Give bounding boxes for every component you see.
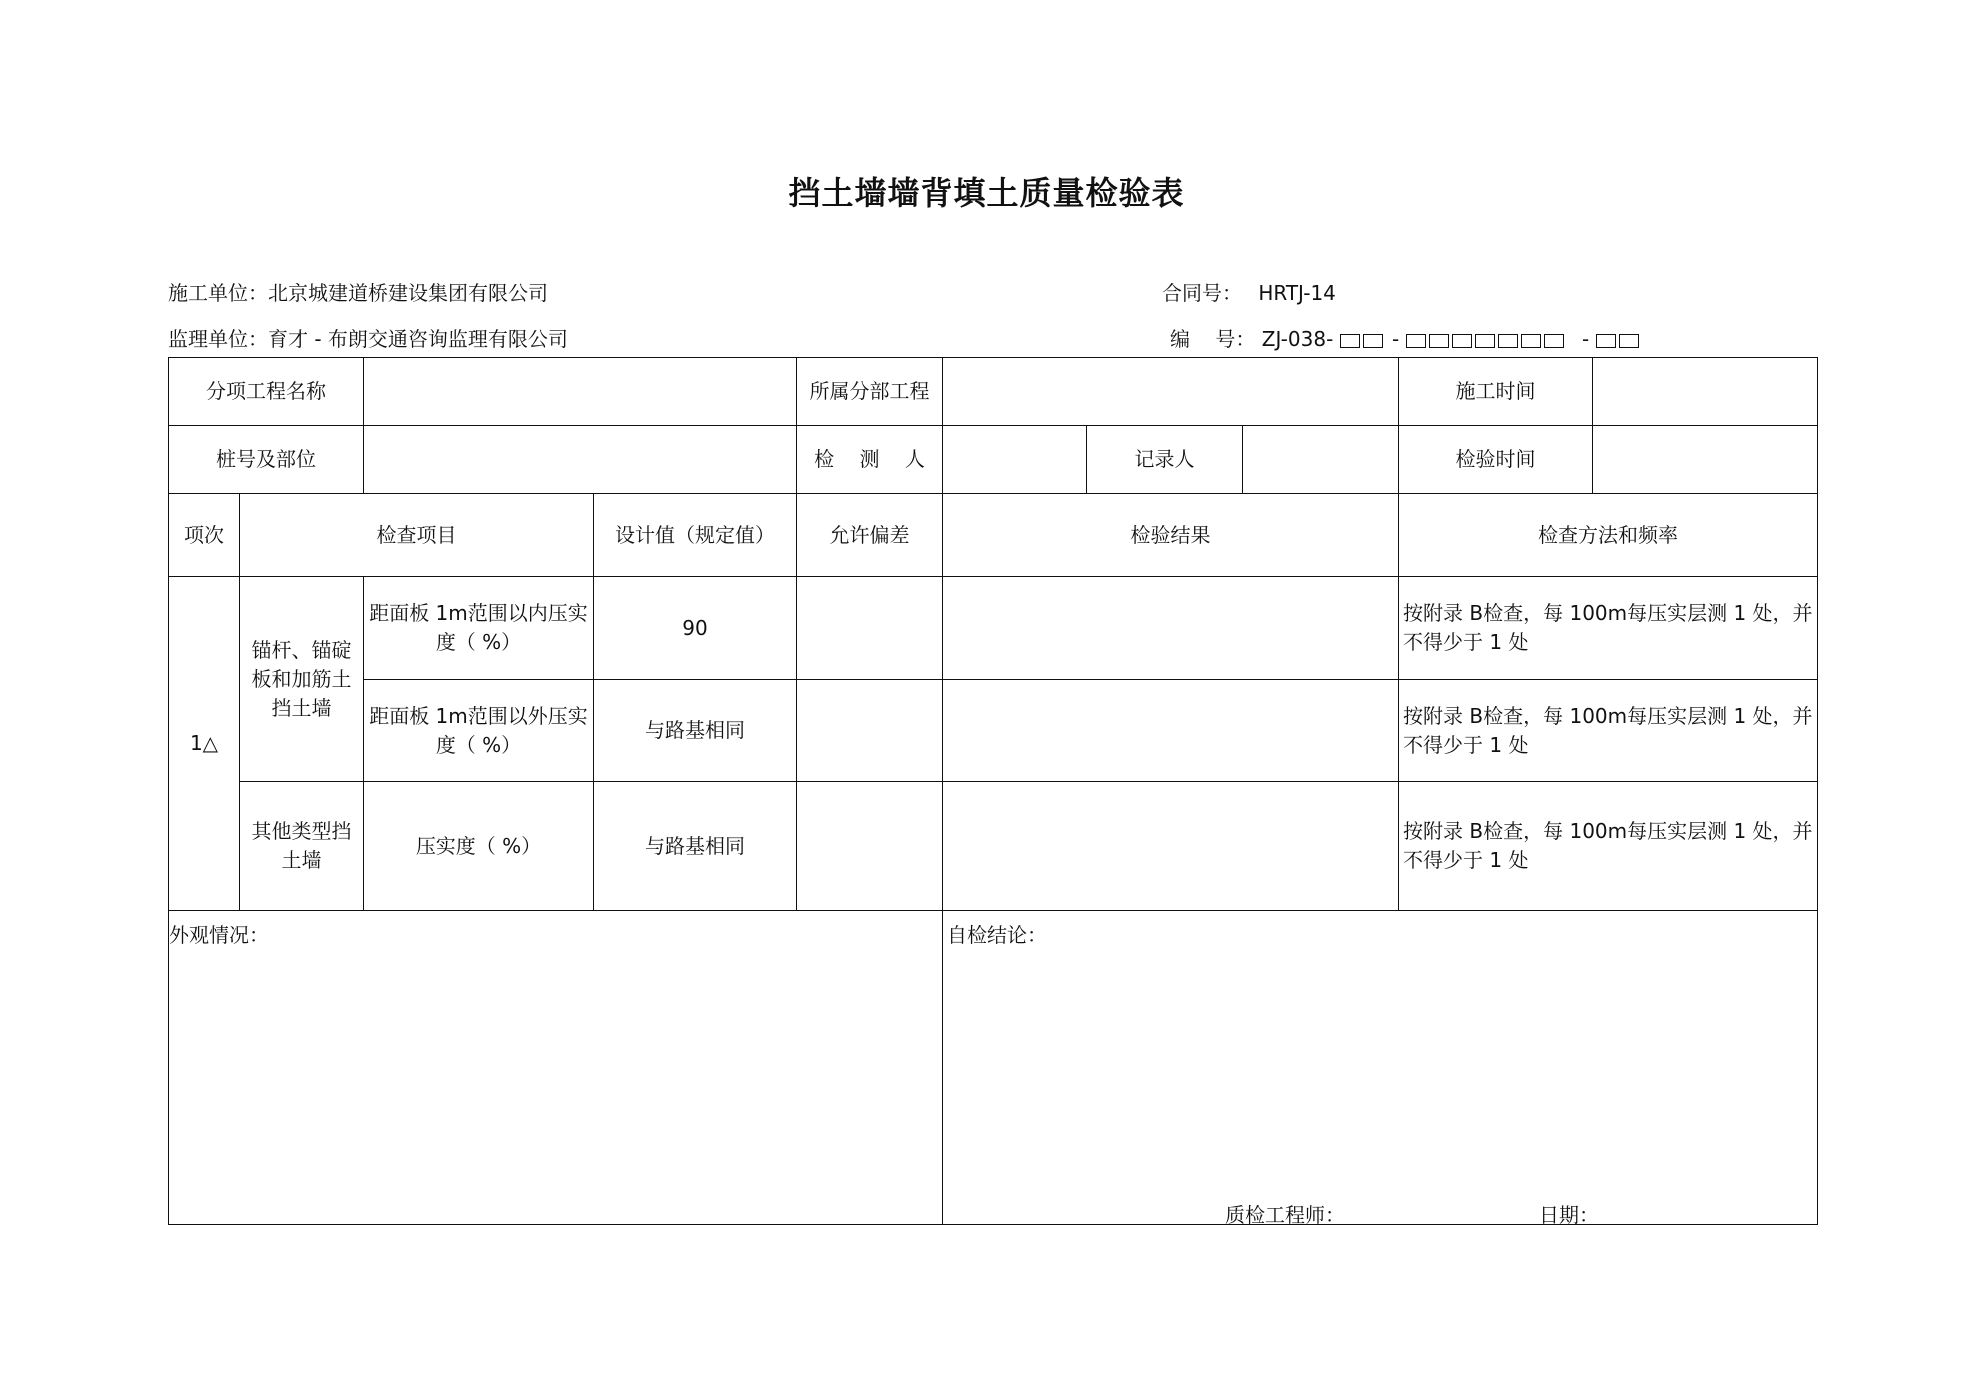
station-field[interactable]: [364, 426, 797, 494]
appearance-section[interactable]: [169, 911, 943, 1225]
contract-number-label: 合同号：: [1162, 281, 1242, 305]
serial-label: 编 号：: [1170, 327, 1256, 351]
column-header-result: 检验结果: [943, 494, 1399, 577]
construction-time-field[interactable]: [1593, 358, 1818, 426]
conclusion-section[interactable]: [943, 911, 1818, 1225]
serial-boxes-middle[interactable]: [1406, 327, 1567, 351]
design-value: 与路基相同: [594, 782, 797, 911]
column-header-tolerance: 允许偏差: [797, 494, 943, 577]
method-text: 按附录 B检查，每 100m每压实层测 1 处，并不得少于 1 处: [1399, 680, 1818, 782]
serial-boxes[interactable]: [1340, 327, 1386, 351]
tolerance-field[interactable]: [797, 782, 943, 911]
serial-prefix: ZJ-038-: [1261, 327, 1334, 351]
recorder-label: 记录人: [1087, 426, 1243, 494]
quality-engineer-label: 质检工程师：: [1225, 1203, 1345, 1227]
tolerance-field[interactable]: [797, 577, 943, 680]
result-field[interactable]: [943, 680, 1399, 782]
subproject-field[interactable]: [364, 358, 797, 426]
contract-number: [1162, 277, 1336, 306]
contractor-label: 施工单位：北京城建道桥建设集团有限公司: [168, 281, 548, 305]
sub-item-label: 距面板 1m范围以内压实度（ %）: [364, 577, 594, 680]
division-label: 所属分部工程: [797, 358, 943, 426]
table-row: [169, 680, 1818, 782]
recorder-field[interactable]: [1243, 426, 1399, 494]
sub-item-label: 压实度（ %）: [364, 782, 594, 911]
inspection-time-label: 检验时间: [1399, 426, 1593, 494]
column-header-check-item: 检查项目: [240, 494, 594, 577]
design-value: 与路基相同: [594, 680, 797, 782]
sub-item-label: 距面板 1m范围以外压实度（ %）: [364, 680, 594, 782]
construction-time-label: 施工时间: [1399, 358, 1593, 426]
inspection-table: [168, 357, 1818, 1225]
group-label-reinforced-wall: 锚杆、锚碇板和加筋土挡土墙: [240, 577, 364, 782]
contract-number-value: HRTJ-14: [1258, 281, 1336, 305]
method-text: 按附录 B检查，每 100m每压实层测 1 处，并不得少于 1 处: [1399, 577, 1818, 680]
appearance-label: 外观情况：: [169, 923, 269, 947]
result-field[interactable]: [943, 782, 1399, 911]
column-header-item-no: 项次: [169, 494, 240, 577]
design-value: 90: [594, 577, 797, 680]
result-field[interactable]: [943, 577, 1399, 680]
item-number: 1△: [169, 577, 240, 911]
page-title: 挡土墙墙背填土质量检验表: [788, 174, 1185, 212]
serial-number: 编 号： ZJ-038- - -: [1170, 323, 1642, 352]
column-header-method: 检查方法和频率: [1399, 494, 1818, 577]
subproject-label: 分项工程名称: [169, 358, 364, 426]
inspector-label: 检 测 人: [797, 426, 943, 494]
tolerance-field[interactable]: [797, 680, 943, 782]
date-label: 日期：: [1539, 1203, 1599, 1227]
conclusion-label: 自检结论：: [947, 923, 1047, 947]
group-label-other-wall: 其他类型挡土墙: [240, 782, 364, 911]
method-text: 按附录 B检查，每 100m每压实层测 1 处，并不得少于 1 处: [1399, 782, 1818, 911]
serial-boxes-end[interactable]: [1596, 327, 1642, 351]
table-row: [169, 782, 1818, 911]
division-field[interactable]: [943, 358, 1399, 426]
inspection-time-field[interactable]: [1593, 426, 1818, 494]
inspector-field[interactable]: [943, 426, 1087, 494]
table-row: [169, 577, 1818, 680]
supervisor-label: 监理单位：育才 - 布朗交通咨询监理有限公司: [168, 327, 568, 351]
station-label: 桩号及部位: [169, 426, 364, 494]
column-header-design-value: 设计值（规定值）: [594, 494, 797, 577]
